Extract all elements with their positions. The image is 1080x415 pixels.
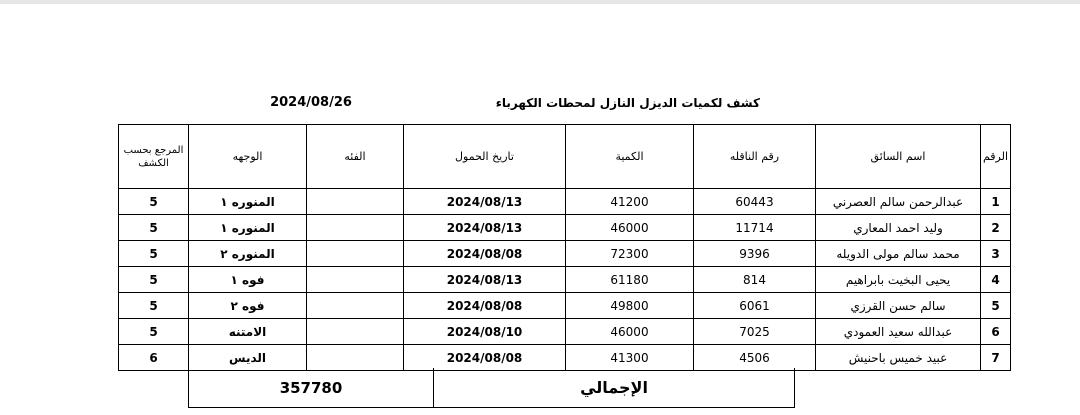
header-destination: الوجهه (189, 125, 307, 189)
cell-load-date: 2024/08/08 (404, 241, 566, 267)
cell-quantity: 41200 (566, 189, 694, 215)
cell-category (307, 293, 404, 319)
cell-driver: عبدالرحمن سالم العصرني (816, 189, 981, 215)
cell-destination: المنوره ١ (189, 215, 307, 241)
cell-plate: 7025 (694, 319, 816, 345)
cell-driver: وليد احمد المعاري (816, 215, 981, 241)
cell-driver: يحيى البخيت بابراهيم (816, 267, 981, 293)
cell-destination: الديس (189, 345, 307, 371)
table-row (119, 241, 1011, 267)
header-reference: المرجع بحسب الكشف (119, 125, 189, 189)
cell-quantity: 49800 (566, 293, 694, 319)
cell-num: 1 (981, 189, 1011, 215)
cell-driver: سالم حسن القرزي (816, 293, 981, 319)
cell-num: 2 (981, 215, 1011, 241)
header-category: الفئه (307, 125, 404, 189)
diesel-table (118, 124, 1011, 371)
cell-plate: 60443 (694, 189, 816, 215)
cell-destination: الامتنه (189, 319, 307, 345)
cell-quantity: 61180 (566, 267, 694, 293)
cell-reference: 5 (119, 189, 189, 215)
cell-category (307, 189, 404, 215)
top-border (0, 0, 1080, 4)
cell-load-date: 2024/08/13 (404, 215, 566, 241)
cell-plate: 11714 (694, 215, 816, 241)
table-row (119, 319, 1011, 345)
header-load-date: تاريخ الحمول (404, 125, 566, 189)
cell-reference: 5 (119, 319, 189, 345)
header-plate: رقم الناقله (694, 125, 816, 189)
cell-reference: 5 (119, 241, 189, 267)
header-num: الرقم (981, 125, 1011, 189)
cell-quantity: 72300 (566, 241, 694, 267)
total-label: الإجمالي (580, 378, 648, 397)
document-title: كشف لكميات الديزل النازل لمحطات الكهرباء (495, 96, 760, 110)
cell-category (307, 241, 404, 267)
cell-driver: عبدالله سعيد العمودي (816, 319, 981, 345)
cell-category (307, 345, 404, 371)
cell-destination: المنوره ١ (189, 189, 307, 215)
cell-num: 4 (981, 267, 1011, 293)
cell-reference: 6 (119, 345, 189, 371)
cell-num: 6 (981, 319, 1011, 345)
cell-load-date: 2024/08/13 (404, 189, 566, 215)
cell-reference: 5 (119, 267, 189, 293)
cell-plate: 6061 (694, 293, 816, 319)
cell-num: 7 (981, 345, 1011, 371)
header-quantity: الكمية (566, 125, 694, 189)
table-row (119, 293, 1011, 319)
table-body (119, 189, 1011, 371)
table-row (119, 267, 1011, 293)
cell-load-date: 2024/08/13 (404, 267, 566, 293)
cell-driver: عبيد خميس باحنيش (816, 345, 981, 371)
cell-plate: 814 (694, 267, 816, 293)
cell-plate: 9396 (694, 241, 816, 267)
header-driver: اسم السائق (816, 125, 981, 189)
cell-load-date: 2024/08/08 (404, 293, 566, 319)
table-row (119, 189, 1011, 215)
table-row (119, 345, 1011, 371)
cell-category (307, 319, 404, 345)
cell-reference: 5 (119, 215, 189, 241)
cell-destination: المنوره ٢ (189, 241, 307, 267)
cell-quantity: 46000 (566, 319, 694, 345)
document-date: 2024/08/26 (270, 95, 352, 110)
cell-num: 3 (981, 241, 1011, 267)
total-row (188, 368, 795, 408)
cell-category (307, 215, 404, 241)
cell-quantity: 41300 (566, 345, 694, 371)
total-value: 357780 (189, 368, 434, 407)
cell-plate: 4506 (694, 345, 816, 371)
cell-num: 5 (981, 293, 1011, 319)
cell-quantity: 46000 (566, 215, 694, 241)
cell-driver: محمد سالم مولى الدويله (816, 241, 981, 267)
cell-load-date: 2024/08/08 (404, 345, 566, 371)
cell-reference: 5 (119, 293, 189, 319)
cell-load-date: 2024/08/10 (404, 319, 566, 345)
cell-destination: فوه ٢ (189, 293, 307, 319)
cell-destination: فوه ١ (189, 267, 307, 293)
table-row (119, 215, 1011, 241)
cell-category (307, 267, 404, 293)
table-header-row (119, 125, 1011, 189)
